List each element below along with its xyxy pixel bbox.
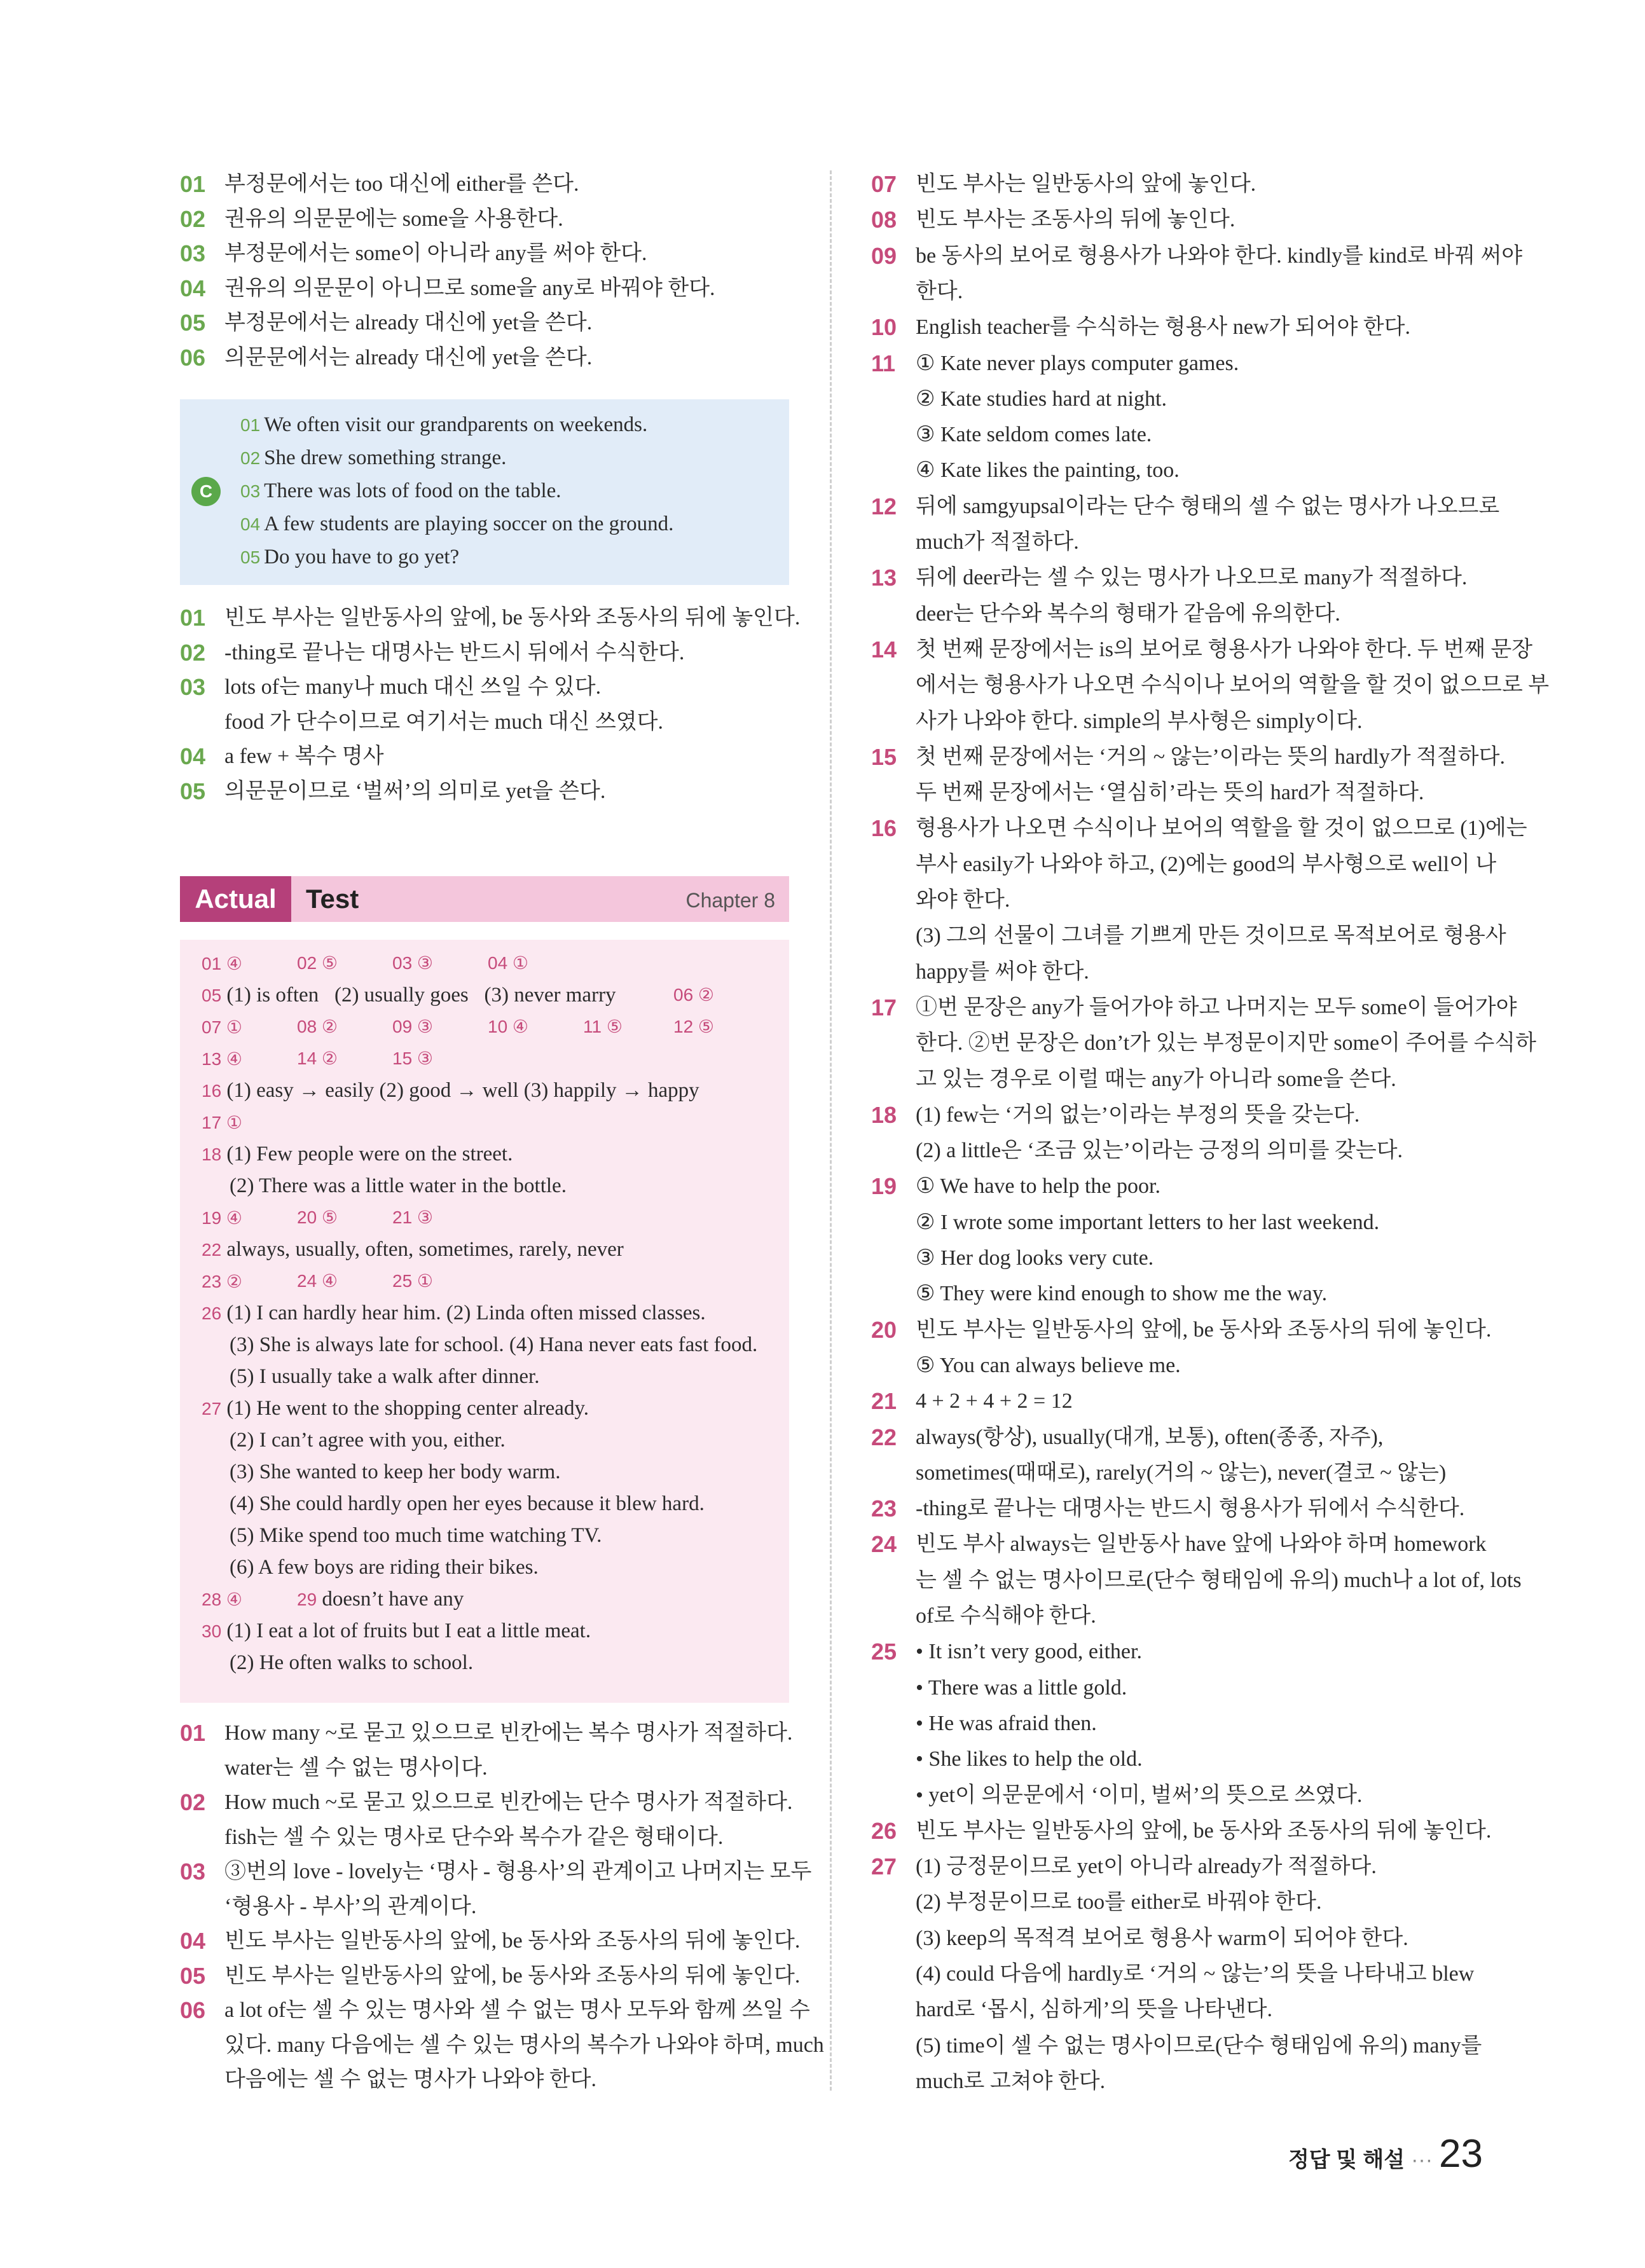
explanation-text: (3) 그의 선물이 그녀를 기쁘게 만든 것이므로 목적보어로 형용사 [916, 924, 1506, 948]
explanation-number: 19 [871, 1173, 897, 1200]
explanation-number: 04 [180, 275, 206, 301]
explanation-number: 16 [871, 815, 897, 842]
explanation-text: of로 수식해야 한다. [916, 1604, 1096, 1628]
answer-continuation: (6) A few boys are riding their bikes. [230, 1556, 539, 1579]
explanation-text: ② Kate studies hard at night. [916, 387, 1167, 411]
explanation-text: 빈도 부사는 일반동사의 앞에 놓인다. [916, 172, 1256, 196]
answer-cell: 08 ② [297, 1017, 338, 1036]
explanation-text: much로 고쳐야 한다. [916, 2069, 1106, 2093]
explanation-text: 첫 번째 문장에서는 ‘거의 ~ 않는’이라는 뜻의 hardly가 적절하다. [916, 745, 1505, 769]
explanation-text: deer는 단수와 복수의 형태가 같음에 유의한다. [916, 601, 1340, 626]
explanation-text: ④ Kate likes the painting, too. [916, 458, 1180, 483]
explanation-number: 02 [180, 205, 206, 232]
explanation-text: 빈도 부사 always는 일반동사 have 앞에 나와야 하며 homework [916, 1532, 1487, 1557]
explanation-text: 부정문에서는 some이 아니라 any를 써야 한다. [224, 242, 647, 265]
explanation-text: 4 + 2 + 4 + 2 = 12 [916, 1389, 1073, 1413]
answer-row [202, 1392, 589, 1425]
explanation-text: 권유의 의문문이 아니므로 some을 any로 바꿔야 한다. [224, 276, 715, 300]
answer-row [202, 1106, 242, 1139]
explanation-text: (1) few는 ‘거의 없는’이라는 부정의 뜻을 갖는다. [916, 1103, 1360, 1127]
explanation-text: 는 셀 수 없는 명사이므로(단수 형태임에 유의) much나 a lot of, lots [916, 1568, 1522, 1592]
answer-text: (1) I can hardly hear him. (2) Linda often missed classes. [226, 1302, 706, 1324]
actual-test-header [180, 876, 789, 922]
answer-cell: 01 ④ [202, 954, 243, 973]
explanation-number: 17 [871, 994, 897, 1021]
answer-number: 30 [202, 1621, 222, 1641]
explanation-text: 빈도 부사는 일반동사의 앞에, be 동사와 조동사의 뒤에 놓인다. [224, 1929, 801, 1953]
explanation-number: 03 [180, 674, 206, 700]
answer-number: 26 [202, 1303, 222, 1323]
c-answer-line [240, 441, 506, 475]
explanation-text: 사가 나와야 한다. simple의 부사형은 simply이다. [916, 709, 1363, 733]
explanation-text: 첫 번째 문장에서는 is의 보어로 형용사가 나와야 한다. 두 번째 문장 [916, 637, 1533, 661]
answer-continuation: (4) She could hardly open her eyes because it blew hard. [230, 1492, 705, 1515]
explanation-text: 뒤에 samgyupsal이라는 단수 형태의 셀 수 없는 명사가 나오므로 [916, 494, 1500, 518]
explanation-text: always(항상), usually(대개, 보통), often(종종, 자주), [916, 1425, 1384, 1449]
answer-cell: 25 ① [392, 1271, 434, 1291]
explanation-number: 14 [871, 636, 897, 663]
answer-continuation: (5) Mike spend too much time watching TV. [230, 1524, 602, 1547]
explanation-number: 27 [871, 1853, 897, 1880]
c-answer-text: There was lots of food on the table. [264, 479, 561, 502]
answer-row [202, 1234, 624, 1266]
explanation-text: 형용사가 나오면 수식이나 보어의 역할을 할 것이 없으므로 (1)에는 [916, 816, 1527, 841]
answer-continuation: (2) He often walks to school. [230, 1651, 474, 1674]
explanation-number: 26 [871, 1817, 897, 1844]
explanation-number: 09 [871, 242, 897, 269]
c-answer-number: 04 [240, 514, 261, 534]
explanation-text: 뒤에 deer라는 셀 수 있는 명사가 나오므로 many가 적절하다. [916, 566, 1468, 590]
explanation-text: (3) keep의 목적격 보어로 형용사 warm이 되어야 한다. [916, 1926, 1408, 1950]
answer-cell: 24 ④ [297, 1271, 338, 1291]
explanation-text: 와야 한다. [916, 888, 1010, 912]
answer-row [202, 947, 529, 980]
c-answer-text: We often visit our grandparents on weekends. [264, 413, 648, 436]
explanation-text: 빈도 부사는 일반동사의 앞에, be 동사와 조동사의 뒤에 놓인다. [224, 1963, 801, 1988]
page-footer [1288, 2131, 1483, 2176]
explanation-text: lots of는 many나 much 대신 쓰일 수 있다. [224, 675, 602, 699]
explanation-text: -thing로 끝나는 대명사는 반드시 뒤에서 수식한다. [224, 640, 685, 664]
explanation-text: ① Kate never plays computer games. [916, 351, 1239, 375]
explanation-text: (4) could 다음에 hardly로 ‘거의 ~ 않는’의 뜻을 나타내고 blew [916, 1962, 1475, 1986]
explanation-number: 01 [180, 1720, 206, 1746]
explanation-number: 07 [871, 171, 897, 197]
answer-cell: 28 ④ [202, 1590, 243, 1609]
answer-continuation: (2) There was a little water in the bottle. [230, 1174, 567, 1197]
answer-row [202, 1202, 434, 1234]
explanation-text: ‘형용사 - 부사’의 관계이다. [224, 1894, 477, 1918]
answer-cell: 06 ② [673, 985, 715, 1005]
explanation-text: 부정문에서는 already 대신에 yet을 쓴다. [224, 311, 593, 334]
answer-row [202, 1615, 591, 1647]
explanation-number: 06 [180, 1997, 206, 2023]
explanation-number: 03 [180, 1859, 206, 1885]
c-answer-text: A few students are playing soccer on the ground. [264, 512, 674, 535]
c-answer-box [180, 399, 789, 585]
explanation-number: 12 [871, 493, 897, 519]
explanation-number: 08 [871, 207, 897, 233]
explanation-text: hard로 ‘몹시, 심하게’의 뜻을 나타낸다. [916, 1998, 1273, 2022]
explanation-text: 있다. many 다음에는 셀 수 있는 명사의 복수가 나와야 하며, much [224, 2033, 824, 2057]
answer-text: (3) never marry [484, 984, 616, 1007]
c-answer-number: 05 [240, 547, 261, 567]
explanation-text: 한다. [916, 279, 963, 303]
answer-cell: 11 ⑤ [583, 1017, 623, 1036]
c-badge-icon: C [191, 477, 221, 506]
explanation-text: • He was afraid then. [916, 1711, 1097, 1735]
explanation-text: ① We have to help the poor. [916, 1174, 1160, 1199]
answer-cell: 12 ⑤ [673, 1017, 715, 1036]
explanation-text: ③ Kate seldom comes late. [916, 423, 1152, 447]
explanation-text: water는 셀 수 없는 명사이다. [224, 1756, 488, 1780]
answer-text: always, usually, often, sometimes, rarely, never [226, 1238, 624, 1261]
answer-cell: 21 ③ [392, 1207, 434, 1227]
answer-cell: 04 ① [488, 953, 529, 973]
explanation-text: -thing로 끝나는 대명사는 반드시 형용사가 뒤에서 수식한다. [916, 1497, 1465, 1521]
answer-cell: 09 ③ [392, 1017, 434, 1036]
explanation-number: 11 [871, 350, 896, 376]
answer-continuation: (2) I can’t agree with you, either. [230, 1429, 506, 1452]
explanation-number: 23 [871, 1495, 897, 1522]
explanation-number: 21 [871, 1388, 897, 1415]
explanation-number: 01 [180, 605, 206, 631]
explanation-number: 22 [871, 1424, 897, 1450]
explanation-text: ③번의 love - lovely는 ‘명사 - 형용사’의 관계이고 나머지는 모두 [224, 1860, 812, 1883]
answer-number: 27 [202, 1399, 222, 1419]
answer-cell: 02 ⑤ [297, 953, 338, 973]
explanation-number: 02 [180, 1789, 206, 1815]
explanation-number: 04 [180, 743, 206, 769]
explanation-text: (1) 긍정문이므로 yet이 아니라 already가 적절하다. [916, 1855, 1377, 1879]
answer-number: 16 [202, 1081, 222, 1101]
explanation-number: 04 [180, 1928, 206, 1954]
answer-continuation: (5) I usually take a walk after dinner. [230, 1365, 540, 1388]
header-test-label: Test [306, 884, 359, 914]
explanation-number: 25 [871, 1639, 897, 1665]
explanation-text: 에서는 형용사가 나오면 수식이나 보어의 역할을 할 것이 없으므로 부 [916, 673, 1550, 698]
answer-number: 22 [202, 1240, 222, 1260]
explanation-text: 한다. ②번 문장은 don’t가 있는 부정문이지만 some이 주어를 수식하 [916, 1031, 1536, 1055]
explanation-text: sometimes(때때로), rarely(거의 ~ 않는), never(결코 ~ 않는) [916, 1460, 1447, 1485]
explanation-number: 24 [871, 1531, 897, 1558]
explanation-number: 15 [871, 743, 897, 770]
explanation-number: 18 [871, 1101, 897, 1128]
answer-cell: 20 ⑤ [297, 1207, 338, 1227]
explanation-text: • There was a little gold. [916, 1675, 1127, 1700]
c-answer-text: She drew something strange. [264, 446, 507, 469]
answer-text: (1) I eat a lot of fruits but I eat a little meat. [226, 1619, 591, 1642]
answer-text: (1) easy → easily (2) good → well (3) happily → happy [226, 1079, 699, 1102]
header-chapter-label: Chapter 8 [685, 889, 775, 912]
c-answer-number: 02 [240, 448, 261, 468]
answer-number: 05 [202, 986, 222, 1005]
explanation-number: 03 [180, 240, 206, 266]
answer-cell: 10 ④ [488, 1017, 529, 1036]
explanation-number: 05 [180, 310, 206, 336]
explanation-text: (5) time이 셀 수 없는 명사이므로(단수 형태임에 유의) many를 [916, 2033, 1482, 2058]
c-answer-line [240, 507, 673, 541]
answer-cell: 23 ② [202, 1272, 243, 1291]
c-answer-line [240, 540, 459, 574]
explanation-text: 빈도 부사는 일반동사의 앞에, be 동사와 조동사의 뒤에 놓인다. [916, 1317, 1492, 1342]
explanation-text: ③ Her dog looks very cute. [916, 1246, 1154, 1270]
explanation-text: be 동사의 보어로 형용사가 나와야 한다. kindly를 kind로 바꿔 써야 [916, 244, 1523, 268]
answer-row [202, 1583, 464, 1616]
explanation-text: ⑤ They were kind enough to show me the way. [916, 1282, 1328, 1306]
explanation-text: a few + 복수 명사 [224, 745, 384, 768]
column-divider [830, 170, 832, 2091]
explanation-text: (2) a little은 ‘조금 있는’이라는 긍정의 의미를 갖는다. [916, 1139, 1403, 1163]
explanation-number: 13 [871, 565, 897, 591]
explanation-text: ⑤ You can always believe me. [916, 1353, 1181, 1377]
explanation-number: 05 [180, 778, 206, 804]
answer-cell: 19 ④ [202, 1208, 243, 1228]
explanation-text: (2) 부정문이므로 too를 either로 바꿔야 한다. [916, 1890, 1322, 1914]
c-answer-text: Do you have to go yet? [264, 546, 460, 568]
header-actual-label: Actual [180, 876, 291, 922]
answer-row [202, 979, 774, 1012]
explanation-text: ①번 문장은 any가 들어가야 하고 나머지는 모두 some이 들어가야 [916, 995, 1517, 1019]
answer-row [202, 1075, 699, 1107]
explanation-text: • yet이 의문문에서 ‘이미, 벌써’의 뜻으로 쓰였다. [916, 1783, 1363, 1807]
answer-number: 29 [297, 1590, 317, 1609]
footer-title: 정답 및 해설 [1288, 2148, 1405, 2172]
explanation-text: 두 번째 문장에서는 ‘열심히’라는 뜻의 hard가 적절하다. [916, 781, 1424, 805]
explanation-text: 의문문에서는 already 대신에 yet을 쓴다. [224, 345, 593, 369]
answer-row [202, 1138, 513, 1171]
explanation-text: happy를 써야 한다. [916, 959, 1089, 984]
answer-row [202, 1265, 434, 1298]
answer-row [202, 1011, 715, 1043]
answer-cell: 17 ① [202, 1113, 243, 1132]
explanation-number: 06 [180, 344, 206, 371]
answer-row [202, 1043, 434, 1075]
c-answer-number: 03 [240, 481, 261, 501]
explanation-text: 부사 easily가 나와야 하고, (2)에는 good의 부사형으로 well이 나 [916, 852, 1497, 876]
answer-cell: 13 ④ [202, 1049, 243, 1069]
explanation-text: • She likes to help the old. [916, 1747, 1143, 1771]
explanation-text: 권유의 의문문에는 some을 사용한다. [224, 207, 563, 231]
answer-cell: 14 ② [297, 1048, 338, 1068]
answer-continuation: (3) She is always late for school. (4) Hana never eats fast food. [230, 1333, 758, 1356]
answer-text: (1) is often [226, 984, 319, 1007]
answer-text: (2) usually goes [334, 984, 469, 1007]
answer-number: 18 [202, 1144, 222, 1164]
c-answer-number: 01 [240, 415, 261, 435]
explanation-number: 01 [180, 171, 206, 197]
explanation-text: • It isn’t very good, either. [916, 1640, 1142, 1664]
explanation-number: 05 [180, 1962, 206, 1989]
explanation-text: fish는 셀 수 있는 명사로 단수와 복수가 같은 형태이다. [224, 1825, 724, 1849]
explanation-text: much가 적절하다. [916, 530, 1079, 554]
answer-key-box [180, 940, 789, 1703]
answer-cell: 07 ① [202, 1017, 243, 1037]
answer-text: (1) He went to the shopping center already. [226, 1397, 589, 1420]
c-answer-line [240, 474, 561, 508]
explanation-number: 10 [871, 314, 897, 341]
explanation-text: How many ~로 묻고 있으므로 빈칸에는 복수 명사가 적절하다. [224, 1721, 793, 1745]
answer-text: (1) Few people were on the street. [226, 1143, 513, 1165]
explanation-text: 빈도 부사는 일반동사의 앞에, be 동사와 조동사의 뒤에 놓인다. [224, 606, 801, 629]
explanation-number: 02 [180, 639, 206, 666]
c-answer-line [240, 408, 647, 442]
page-number: 23 [1439, 2132, 1483, 2176]
explanation-text: 고 있는 경우로 이럴 때는 any가 아니라 some을 쓴다. [916, 1067, 1396, 1091]
footer-dots: ··· [1411, 2148, 1433, 2172]
explanation-text: 다음에는 셀 수 없는 명사가 나와야 한다. [224, 2068, 597, 2091]
explanation-text: 빈도 부사는 일반동사의 앞에, be 동사와 조동사의 뒤에 놓인다. [916, 1818, 1492, 1843]
explanation-text: 의문문이므로 ‘벌써’의 의미로 yet을 쓴다. [224, 779, 606, 803]
answer-row [202, 1297, 706, 1330]
explanation-text: a lot of는 셀 수 있는 명사와 셀 수 없는 명사 모두와 함께 쓰일 수 [224, 1998, 810, 2022]
explanation-text: 부정문에서는 too 대신에 either를 쓴다. [224, 172, 579, 196]
answer-cell: 03 ③ [392, 953, 434, 973]
explanation-text: English teacher를 수식하는 형용사 new가 되어야 한다. [916, 315, 1410, 340]
answer-continuation: (3) She wanted to keep her body warm. [230, 1460, 561, 1483]
explanation-text: ② I wrote some important letters to her last weekend. [916, 1210, 1380, 1234]
explanation-text: 빈도 부사는 조동사의 뒤에 놓인다. [916, 208, 1235, 232]
explanation-text: food 가 단수이므로 여기서는 much 대신 쓰였다. [224, 710, 664, 734]
answer-text: doesn’t have any [322, 1588, 464, 1611]
answer-cell: 15 ③ [392, 1048, 434, 1068]
explanation-number: 20 [871, 1316, 897, 1343]
explanation-text: How much ~로 묻고 있으므로 빈칸에는 단수 명사가 적절하다. [224, 1790, 793, 1814]
